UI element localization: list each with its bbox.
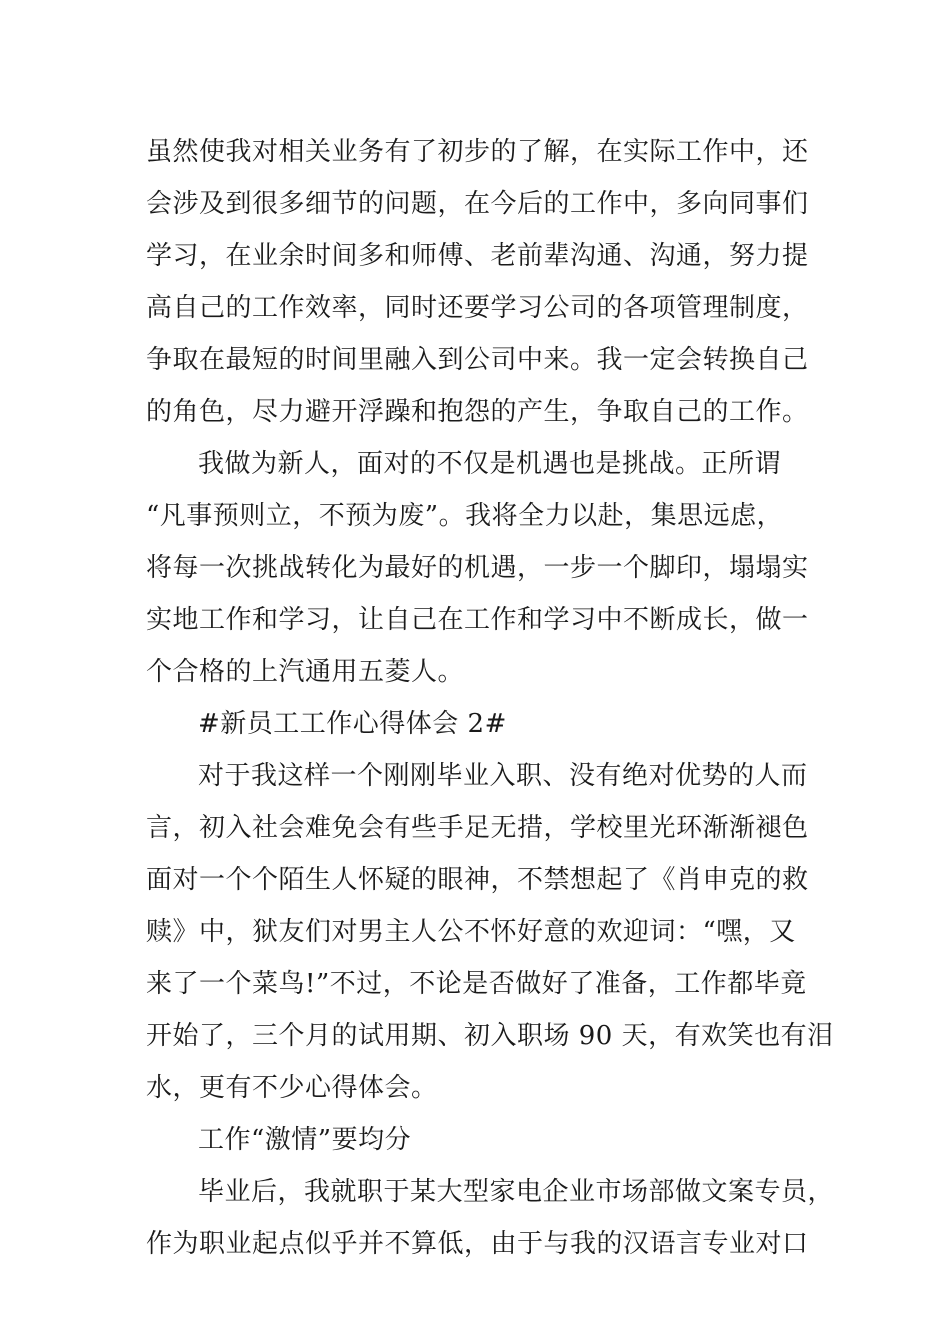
text-line: 对于我这样一个刚刚毕业入职、没有绝对优势的人而 <box>198 761 808 791</box>
text-line: 言，初入社会难免会有些手足无措，学校里光环渐渐褪色 <box>146 813 809 843</box>
text-line: 争取在最短的时间里融入到公司中来。我一定会转换自己 <box>146 345 809 375</box>
text-line: 实地工作和学习，让自己在工作和学习中不断成长，做一 <box>146 605 809 635</box>
text-line: 赎》中，狱友们对男主人公不怀好意的欢迎词：“嘿，又 <box>146 917 796 947</box>
text-line: 水，更有不少心得体会。 <box>146 1073 438 1103</box>
text-line: 的角色，尽力避开浮躁和抱怨的产生，争取自己的工作。 <box>146 397 809 427</box>
text-line: 作为职业起点似乎并不算低，由于与我的汉语言专业对口 <box>146 1229 809 1259</box>
text-line: “凡事预则立，不预为废”。我将全力以赴，集思远虑， <box>146 501 784 531</box>
text-line: 来了一个菜鸟!”不过，不论是否做好了准备，工作都毕竟 <box>146 969 807 999</box>
text-line: 个合格的上汽通用五菱人。 <box>146 657 465 687</box>
text-line: 虽然使我对相关业务有了初步的了解，在实际工作中，还 <box>146 137 809 167</box>
text-line: 开始了，三个月的试用期、初入职场 90 天，有欢笑也有泪 <box>146 1021 834 1051</box>
text-line: 学习，在业余时间多和师傅、老前辈沟通、沟通，努力提 <box>146 241 809 271</box>
text-line: 工作“激情”要均分 <box>198 1125 412 1155</box>
text-line: 我做为新人，面对的不仅是机遇也是挑战。正所谓 <box>198 449 782 479</box>
text-line: 高自己的工作效率，同时还要学习公司的各项管理制度， <box>146 293 809 323</box>
text-line: #新员工工作心得体会 2# <box>198 709 507 739</box>
text-line: 面对一个个陌生人怀疑的眼神，不禁想起了《肖申克的救 <box>146 865 809 895</box>
text-line: 将每一次挑战转化为最好的机遇，一步一个脚印，塌塌实 <box>146 553 809 583</box>
text-line: 毕业后，我就职于某大型家电企业市场部做文案专员， <box>198 1177 835 1207</box>
text-line: 会涉及到很多细节的问题，在今后的工作中，多向同事们 <box>146 189 809 219</box>
document-body <box>146 126 836 1270</box>
